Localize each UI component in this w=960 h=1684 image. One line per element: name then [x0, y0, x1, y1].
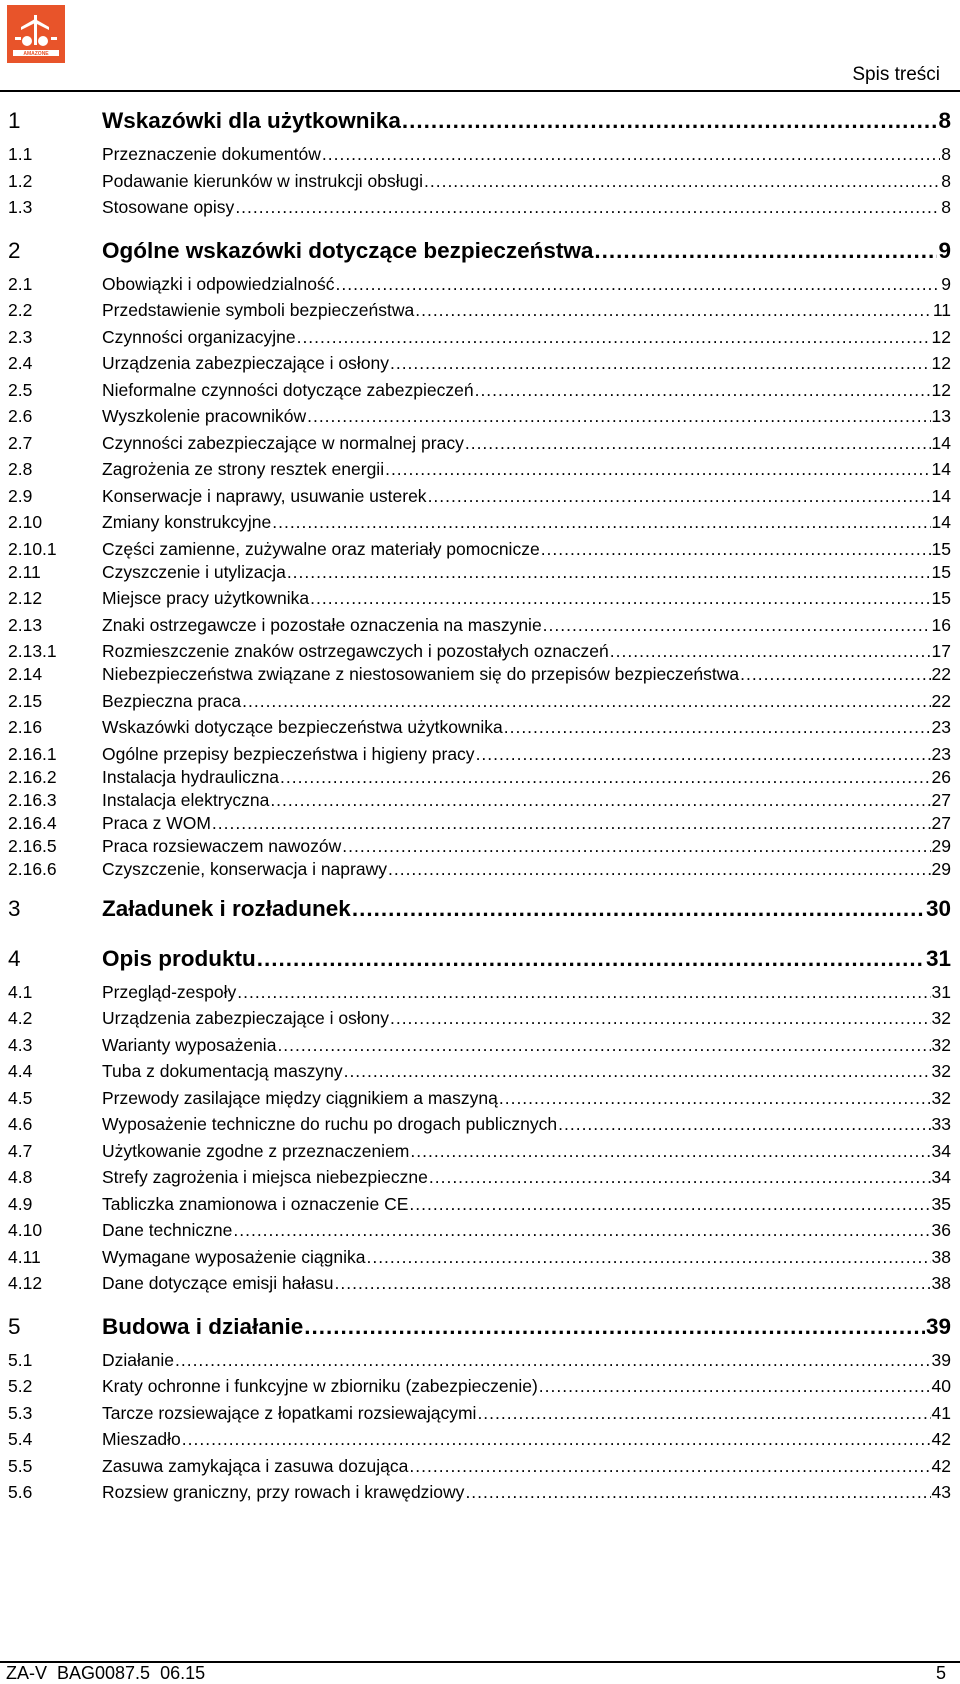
toc-entry-page: 38 — [931, 1273, 951, 1293]
toc-entry-number: 2 — [8, 237, 21, 263]
toc-entry-number: 1 — [8, 108, 21, 133]
toc-entry-number: 2.10 — [8, 512, 43, 532]
toc-entry-number: 1.3 — [8, 197, 33, 217]
toc-entry-page: 32 — [931, 1034, 951, 1055]
toc-entry-title: Mieszadło — [102, 1429, 181, 1449]
toc-entry-title: Wskazówki dla użytkownika — [102, 108, 401, 133]
toc-entry[interactable] — [8, 1035, 960, 1061]
toc-entry-leader — [428, 486, 931, 507]
toc-entry-title: Stosowane opisy — [102, 197, 235, 217]
toc-entry-number: 5.3 — [8, 1402, 33, 1423]
toc-entry-leader — [409, 1456, 930, 1477]
toc-entry-title: Konserwacje i naprawy, usuwanie usterek — [102, 485, 427, 506]
toc-entry-number: 2.7 — [8, 432, 33, 453]
toc-entry-number: 4.4 — [8, 1061, 33, 1081]
toc-entry-title: Działanie — [102, 1349, 174, 1370]
toc-entry-title: Tarcze rozsiewające z łopatkami rozsiewającymi — [102, 1402, 477, 1423]
toc-entry-title: Części zamienne, zużywalne oraz materiały pomocnicze — [102, 538, 540, 559]
toc-entry-leader — [541, 539, 931, 560]
toc-entry-leader — [242, 691, 930, 712]
toc-entry-page: 8 — [941, 144, 951, 164]
toc-entry-leader — [280, 767, 930, 788]
toc-entry-page: 17 — [931, 641, 951, 661]
toc-entry-title: Załadunek i rozładunek — [102, 895, 351, 921]
toc-entry-leader — [465, 433, 931, 454]
toc-entry-title: Urządzenia zabezpieczające i osłony — [102, 353, 389, 373]
toc-entry[interactable] — [8, 562, 960, 588]
toc-entry-page: 42 — [931, 1455, 951, 1476]
toc-entry-title: Wyposażenie techniczne do ruchu po drogach publicznych — [102, 1114, 558, 1134]
toc-entry-page: 22 — [931, 690, 951, 711]
toc-entry-leader — [385, 459, 930, 480]
toc-entry-page: 8 — [938, 108, 951, 133]
toc-entry-page: 14 — [931, 512, 951, 532]
toc-entry-leader — [342, 836, 930, 857]
toc-entry-page: 29 — [931, 858, 951, 879]
toc-entry-page: 32 — [931, 1008, 951, 1028]
toc-entry-leader — [558, 1114, 930, 1135]
toc-entry-title: Znaki ostrzegawcze i pozostałe oznaczenia na maszynie — [102, 614, 542, 635]
toc-entry[interactable] — [8, 486, 960, 512]
toc-entry-page: 39 — [931, 1349, 951, 1370]
toc-entry[interactable] — [8, 300, 960, 326]
toc-entry-title: Czyszczenie, konserwacja i naprawy — [102, 858, 387, 879]
toc-entry[interactable] — [8, 353, 960, 379]
toc-entry-number: 2.16.3 — [8, 789, 57, 810]
toc-entry-page: 26 — [931, 766, 951, 787]
toc-entry-page: 43 — [931, 1482, 951, 1502]
toc-entry-number: 1.2 — [8, 170, 33, 191]
toc-entry-number: 2.16.4 — [8, 812, 57, 833]
toc-entry-title: Praca rozsiewaczem nawozów — [102, 835, 342, 856]
toc-entry-page: 14 — [931, 459, 951, 479]
toc-entry-title: Przegląd-zespoły — [102, 981, 237, 1002]
toc-entry[interactable] — [8, 1088, 960, 1114]
toc-entry-number: 2.16.5 — [8, 835, 57, 856]
toc-entry-page: 16 — [931, 614, 951, 635]
toc-entry-leader — [465, 1482, 930, 1503]
toc-entry-leader — [477, 1403, 930, 1424]
toc-entry-page: 8 — [941, 170, 951, 191]
toc-entry-title: Podawanie kierunków w instrukcji obsługi — [102, 170, 423, 191]
toc-entry-title: Rozsiew graniczny, przy rowach i krawędziowy — [102, 1482, 465, 1502]
toc-entry-title: Bezpieczna praca — [102, 690, 242, 711]
toc-entry[interactable] — [8, 512, 960, 538]
toc-entry-page: 42 — [931, 1429, 951, 1449]
toc-entry[interactable] — [8, 1376, 960, 1402]
toc-entry-leader — [270, 790, 930, 811]
toc-entry-page: 34 — [931, 1140, 951, 1161]
toc-entry-number: 2.4 — [8, 353, 33, 373]
toc-entry[interactable] — [8, 1403, 960, 1429]
toc-entry-number: 5 — [8, 1313, 21, 1339]
toc-entry[interactable] — [8, 1167, 960, 1193]
toc-entry-title: Wskazówki dotyczące bezpieczeństwa użytkownika — [102, 717, 503, 737]
toc-entry-title: Tabliczka znamionowa i oznaczenie CE — [102, 1193, 409, 1214]
toc-entry-leader — [740, 664, 930, 685]
toc-entry-leader — [475, 380, 931, 401]
toc-entry-title: Opis produktu — [102, 945, 256, 971]
toc-entry[interactable] — [8, 1456, 960, 1482]
toc-entry-page: 32 — [931, 1087, 951, 1108]
toc-entry-number: 5.6 — [8, 1482, 33, 1502]
toc-entry-title: Warianty wyposażenia — [102, 1034, 277, 1055]
toc-entry-number: 3 — [8, 895, 21, 921]
toc-entry-title: Nieformalne czynności dotyczące zabezpieczeń — [102, 379, 474, 400]
toc-entry-leader — [352, 896, 925, 922]
toc-entry-number: 1.1 — [8, 144, 33, 164]
toc-entry-title: Czynności zabezpieczające w normalnej pracy — [102, 432, 464, 453]
toc-entry-page: 38 — [931, 1246, 951, 1267]
toc-entry[interactable] — [8, 433, 960, 459]
toc-entry[interactable] — [8, 1141, 960, 1167]
toc-entry-page: 15 — [931, 538, 951, 559]
toc-entry-number: 4.9 — [8, 1193, 33, 1214]
toc-entry[interactable] — [8, 380, 960, 406]
toc-entry-page: 30 — [925, 895, 951, 921]
amazone-logo — [7, 5, 65, 63]
toc-entry-leader — [237, 982, 930, 1003]
toc-entry-number: 4.5 — [8, 1087, 33, 1108]
toc-entry[interactable] — [8, 238, 960, 264]
toc-entry-number: 2.5 — [8, 379, 33, 400]
toc-entry-leader — [307, 406, 930, 427]
toc-entry-page: 39 — [925, 1313, 951, 1339]
toc-entry-leader — [366, 1247, 930, 1268]
toc-entry-number: 2.13.1 — [8, 641, 57, 661]
toc-entry-leader — [429, 1167, 931, 1188]
toc-entry-leader — [504, 717, 931, 738]
toc-entry-title: Zagrożenia ze strony resztek energii — [102, 459, 385, 479]
toc-entry-number: 4.11 — [8, 1246, 41, 1267]
toc-entry[interactable] — [8, 1482, 960, 1508]
toc-entry-title: Użytkowanie zgodne z przeznaczeniem — [102, 1140, 410, 1161]
toc-entry-number: 4.1 — [8, 981, 33, 1002]
toc-entry-leader — [310, 588, 930, 609]
toc-entry-page: 27 — [931, 812, 951, 833]
toc-entry-number: 4.7 — [8, 1140, 33, 1161]
toc-entry-page: 9 — [941, 273, 951, 294]
toc-entry[interactable] — [8, 108, 960, 134]
toc-entry-number: 4.8 — [8, 1167, 33, 1187]
toc-entry[interactable] — [8, 274, 960, 300]
toc-entry-page: 27 — [931, 789, 951, 810]
toc-entry-page: 8 — [941, 197, 951, 217]
toc-entry-page: 22 — [931, 664, 951, 684]
toc-entry[interactable] — [8, 982, 960, 1008]
toc-entry-leader — [388, 859, 931, 880]
toc-entry-number: 4.2 — [8, 1008, 33, 1028]
toc-entry-leader — [304, 1314, 925, 1340]
toc-entry-title: Zmiany konstrukcyjne — [102, 512, 272, 532]
toc-entry-leader — [212, 813, 931, 834]
toc-entry-page: 23 — [931, 717, 951, 737]
toc-entry-leader — [287, 562, 931, 583]
toc-entry-title: Przewody zasilające między ciągnikiem a maszyną — [102, 1087, 498, 1108]
toc-entry[interactable] — [8, 1429, 960, 1455]
toc-entry[interactable] — [8, 664, 960, 690]
toc-entry-title: Budowa i działanie — [102, 1313, 304, 1339]
toc-entry-page: 32 — [931, 1061, 951, 1081]
toc-entry-page: 34 — [931, 1167, 951, 1187]
toc-entry-page: 12 — [931, 353, 951, 373]
toc-entry[interactable] — [8, 1247, 960, 1273]
toc-entry[interactable] — [8, 896, 960, 922]
toc-entry-page: 36 — [931, 1220, 951, 1240]
toc-entry-leader — [182, 1429, 931, 1450]
footer-doc-id: ZA-V BAG0087.5 06.15 — [6, 1663, 206, 1683]
toc-entry-title: Przeznaczenie dokumentów — [102, 144, 321, 164]
toc-entry[interactable] — [8, 1114, 960, 1140]
toc-entry-title: Praca z WOM — [102, 812, 211, 833]
page-header-title: Spis treści — [852, 64, 940, 85]
toc-entry-number: 2.16.1 — [8, 743, 57, 764]
toc-entry-title: Tuba z dokumentacją maszyny — [102, 1061, 343, 1081]
toc-entry[interactable] — [8, 327, 960, 353]
toc-entry-number: 2.2 — [8, 300, 33, 320]
toc-entry-number: 4.6 — [8, 1114, 33, 1134]
toc-entry-leader — [344, 1061, 931, 1082]
toc-entry[interactable] — [8, 691, 960, 717]
toc-entry[interactable] — [8, 1350, 960, 1376]
toc-entry-title: Strefy zagrożenia i miejsca niebezpieczne — [102, 1167, 428, 1187]
toc-entry-title: Rozmieszczenie znaków ostrzegawczych i pozostałych oznaczeń — [102, 641, 609, 661]
toc-entry-number: 5.2 — [8, 1376, 33, 1396]
toc-entry-number: 5.5 — [8, 1455, 33, 1476]
toc-entry-number: 2.16.6 — [8, 858, 57, 879]
toc-entry-leader — [335, 1273, 931, 1294]
toc-entry-title: Ogólne przepisy bezpieczeństwa i higieny pracy — [102, 743, 475, 764]
toc-entry-leader — [297, 327, 931, 348]
toc-entry-leader — [322, 144, 940, 165]
toc-entry-leader — [543, 615, 931, 636]
toc-entry-leader — [233, 1220, 930, 1241]
toc-entry-page: 31 — [931, 981, 951, 1002]
toc-entry-leader — [610, 641, 931, 662]
toc-entry-number: 5.1 — [8, 1349, 33, 1370]
toc-entry[interactable] — [8, 1273, 960, 1299]
footer-page-number: 5 — [935, 1663, 946, 1683]
toc-entry-leader — [257, 946, 925, 972]
toc-entry-number: 2.16 — [8, 717, 43, 737]
toc-entry-number: 4.12 — [8, 1273, 43, 1293]
toc-entry-number: 2.9 — [8, 485, 33, 506]
toc-entry-page: 12 — [931, 326, 951, 347]
toc-entry-leader — [410, 1141, 930, 1162]
toc-entry-leader — [476, 744, 931, 765]
toc-entry-title: Miejsce pracy użytkownika — [102, 588, 310, 608]
toc-entry-leader — [390, 353, 931, 374]
toc-entry[interactable] — [8, 859, 960, 885]
toc-entry-title: Kraty ochronne i funkcyjne w zbiorniku (zabezpieczenie) — [102, 1376, 538, 1396]
toc-entry-leader — [175, 1350, 931, 1371]
toc-entry-page: 35 — [931, 1193, 951, 1214]
toc-entry-leader — [415, 300, 932, 321]
toc-entry-page: 33 — [931, 1114, 951, 1134]
toc-entry-page: 11 — [932, 300, 951, 320]
toc-entry-title: Niebezpieczeństwa związane z niestosowaniem się do przepisów bezpieczeństwa — [102, 664, 740, 684]
toc-entry-title: Instalacja hydrauliczna — [102, 766, 280, 787]
toc-entry-number: 5.4 — [8, 1429, 33, 1449]
toc-entry-number: 4.10 — [8, 1220, 43, 1240]
toc-entry-leader — [277, 1035, 930, 1056]
toc-entry-leader — [539, 1376, 931, 1397]
toc-entry-leader — [235, 197, 940, 218]
toc-entry-title: Zasuwa zamykająca i zasuwa dozująca — [102, 1455, 409, 1476]
toc-entry-page: 14 — [931, 432, 951, 453]
toc-entry-number: 2.13 — [8, 614, 43, 635]
toc-entry-leader — [335, 274, 940, 295]
toc-entry-page: 29 — [931, 835, 951, 856]
toc-entry-leader — [424, 171, 940, 192]
toc-entry[interactable] — [8, 171, 960, 197]
toc-entry-number: 2.10.1 — [8, 538, 57, 559]
toc-entry-title: Czynności organizacyjne — [102, 326, 296, 347]
toc-entry-page: 15 — [931, 588, 951, 608]
toc-entry[interactable] — [8, 459, 960, 485]
toc-entry-page: 9 — [938, 237, 951, 263]
toc-entry[interactable] — [8, 588, 960, 614]
toc-entry-page: 40 — [931, 1376, 951, 1396]
toc-entry-title: Przedstawienie symboli bezpieczeństwa — [102, 300, 415, 320]
toc-entry-leader — [499, 1088, 931, 1109]
toc-entry[interactable] — [8, 1220, 960, 1246]
toc-entry-leader — [390, 1008, 931, 1029]
toc-entry-title: Obowiązki i odpowiedzialność — [102, 273, 335, 294]
toc-entry-leader — [272, 512, 930, 533]
toc-entry-page: 23 — [931, 743, 951, 764]
toc-entry[interactable] — [8, 615, 960, 641]
toc-entry[interactable] — [8, 1061, 960, 1087]
toc-entry[interactable] — [8, 197, 960, 223]
toc-entry-number: 2.6 — [8, 406, 33, 426]
toc-entry-number: 2.1 — [8, 273, 33, 294]
toc-entry-title: Urządzenia zabezpieczające i osłony — [102, 1008, 389, 1028]
toc-entry-page: 14 — [931, 485, 951, 506]
toc-entry-leader — [594, 238, 937, 264]
header-divider — [0, 90, 960, 92]
toc-entry-number: 2.8 — [8, 459, 33, 479]
toc-entry-title: Instalacja elektryczna — [102, 789, 270, 810]
toc-entry[interactable] — [8, 144, 960, 170]
toc-entry-number: 2.15 — [8, 690, 43, 711]
toc-entry-page: 31 — [925, 945, 951, 971]
toc-entry[interactable] — [8, 717, 960, 743]
toc-entry-number: 2.3 — [8, 326, 33, 347]
toc-entry-title: Wyszkolenie pracowników — [102, 406, 307, 426]
toc-entry[interactable] — [8, 946, 960, 972]
toc-entry-title: Dane dotyczące emisji hałasu — [102, 1273, 334, 1293]
toc-entry-number: 2.14 — [8, 664, 43, 684]
toc-entry-number: 2.16.2 — [8, 766, 57, 787]
svg-text:AMAZONE: AMAZONE — [23, 51, 49, 57]
toc-entry-page: 41 — [931, 1402, 951, 1423]
toc-entry-number: 4 — [8, 945, 21, 971]
toc-entry-page: 12 — [931, 379, 951, 400]
toc-entry-leader — [402, 108, 938, 134]
toc-entry[interactable] — [8, 1314, 960, 1340]
toc-entry-title: Dane techniczne — [102, 1220, 233, 1240]
toc-entry-number: 4.3 — [8, 1034, 33, 1055]
toc-entry[interactable] — [8, 1008, 960, 1034]
toc-entry-title: Wymagane wyposażenie ciągnika — [102, 1246, 366, 1267]
toc-entry-page: 13 — [931, 406, 951, 426]
toc-entry[interactable] — [8, 406, 960, 432]
toc-entry-page: 15 — [931, 561, 951, 582]
toc-entry-title: Ogólne wskazówki dotyczące bezpieczeństwa — [102, 237, 594, 263]
toc-entry-title: Czyszczenie i utylizacja — [102, 561, 286, 582]
toc-entry-leader — [409, 1194, 930, 1215]
toc-entry-number: 2.12 — [8, 588, 43, 608]
toc-entry-number: 2.11 — [8, 561, 41, 582]
toc-entry[interactable] — [8, 1194, 960, 1220]
